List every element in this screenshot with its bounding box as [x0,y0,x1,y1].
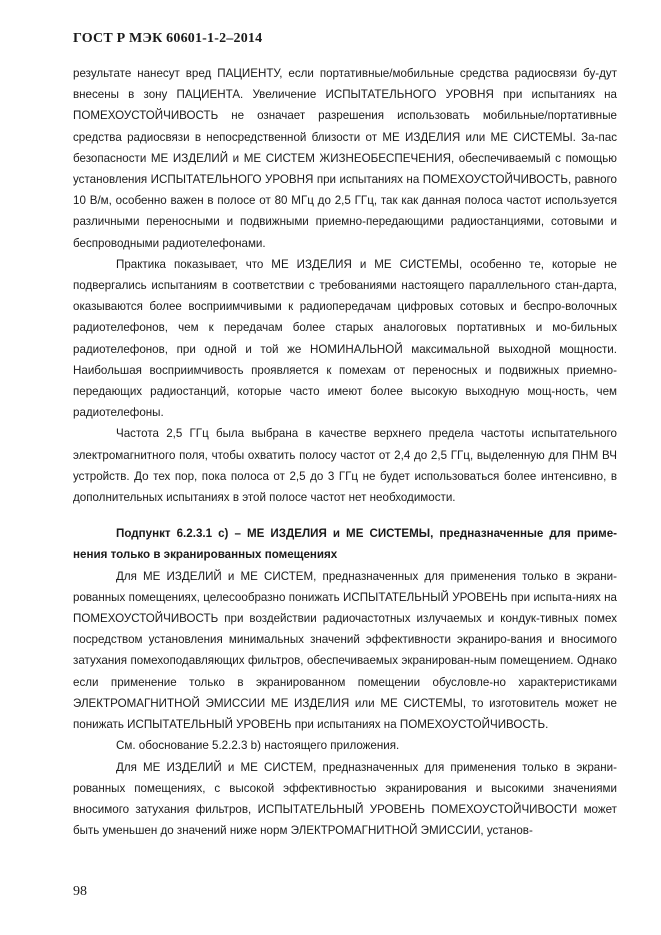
paragraph-3: Частота 2,5 ГГц была выбрана в качестве верхнего предела частоты испытательного электромагнитного поля, чтобы охватить полосу частот от 2,4 до 2,5 ГГц, выделенную для ПНМ ВЧ устройств. До тех пор, пока полоса от 2,5 до 3 ГГц не будет использоваться более интенсивно, в дополнительных испытаниях в этой полосе частот нет необходимости. [73,427,617,505]
page-number: 98 [73,884,87,899]
paragraph-6: См. обоснование 5.2.2.3 b) настоящего приложения. [116,739,400,753]
paragraph-5: Для МЕ ИЗДЕЛИЙ и МЕ СИСТЕМ, предназначенных для применения только в экрани-рованных помещениях, целесообразно понижать ИСПЫТАТЕЛЬНЫЙ УРОВЕНЬ при испыта-ниях на ПОМЕХОУСТОЙЧИВОСТЬ при воздействии радиочастотных излучаемых и кондук-тивных помех посредством установления минимальных значений эффективности экраниро-вания и вносимого затухания помехоподавляющих фильтров, обеспечиваемых экранирован-ным помещением. Однако если применение только в экранированном помещении обусловле-но характеристиками ЭЛЕКТРОМАГНИТНОЙ ЭМИССИИ МЕ ИЗДЕЛИЯ или МЕ СИСТЕМЫ, то изготовитель может не понижать ИСПЫТАТЕЛЬНЫЙ УРОВЕНЬ при испытаниях на ПОМЕХОУСТОЙЧИВОСТЬ. [73,569,617,732]
section-gap [73,508,617,523]
paragraph-1: результате нанесут вред ПАЦИЕНТУ, если портативные/мобильные средства радиосвязи бу-дут внесены в зону ПАЦИЕНТА. Увеличение ИСПЫТАТЕЛЬНОГО УРОВНЯ при испытаниях на ПОМЕХОУСТОЙЧИВОСТЬ не означает разрешения использовать мобильные/портативные средства радиосвязи в непосредственной близости от МЕ ИЗДЕЛИЯ или МЕ СИСТЕМЫ. За-пас безопасности МЕ ИЗДЕЛИЙ и МЕ СИСТЕМ ЖИЗНЕОБЕСПЕЧЕНИЯ, обеспечиваемый с помощью установления ИСПЫТАТЕЛЬНОГО УРОВНЯ при испытаниях на ПОМЕХОУСТОЙЧИВОСТЬ, равного 10 В/м, особенно важен в полосе от 80 МГц до 2,5 ГГц, так как данная полоса частот используется различными переносными и подвижными приемно-передающими радиостанциями, сотовыми и беспроводными радиотелефонами. [73,67,617,250]
subsection-heading: Подпункт 6.2.3.1 с) – МЕ ИЗДЕЛИЯ и МЕ СИСТЕМЫ, предназначенные для приме-нения только в экранированных помещениях [73,527,617,562]
paragraph-7: Для МЕ ИЗДЕЛИЙ и МЕ СИСТЕМ, предназначенных для применения только в экрани-рованных помещениях, с высокой эффективностью экранирования и высокими значениями вносимого затухания фильтров, ИСПЫТАТЕЛЬНЫЙ УРОВЕНЬ ПОМЕХОУСТОЙЧИВОСТИ может быть уменьшен до значений ниже норм ЭЛЕКТРОМАГНИТНОЙ ЭМИССИИ, установ- [73,760,617,838]
document-header: ГОСТ Р МЭК 60601-1-2–2014 [73,31,263,46]
body-text [73,63,617,841]
paragraph-2: Практика показывает, что МЕ ИЗДЕЛИЯ и МЕ СИСТЕМЫ, особенно те, которые не подвергались испытаниям в соответствии с требованиями настоящего параллельного стан-дарта, оказываются более восприимчивыми к радиопередачам цифровых сотовых и беспро-волочных радиотелефонов, чем к передачам более старых аналоговых портативных и мо-бильных радиотелефонов, при одной и той же НОМИНАЛЬНОЙ максимальной выходной мощности. Наибольшая восприимчивость проявляется к помехам от переносных и подвижных приемно-передающих радиостанций, которые часто имеют более высокую выходную мощ-ность, чем радиотелефоны. [73,257,617,420]
